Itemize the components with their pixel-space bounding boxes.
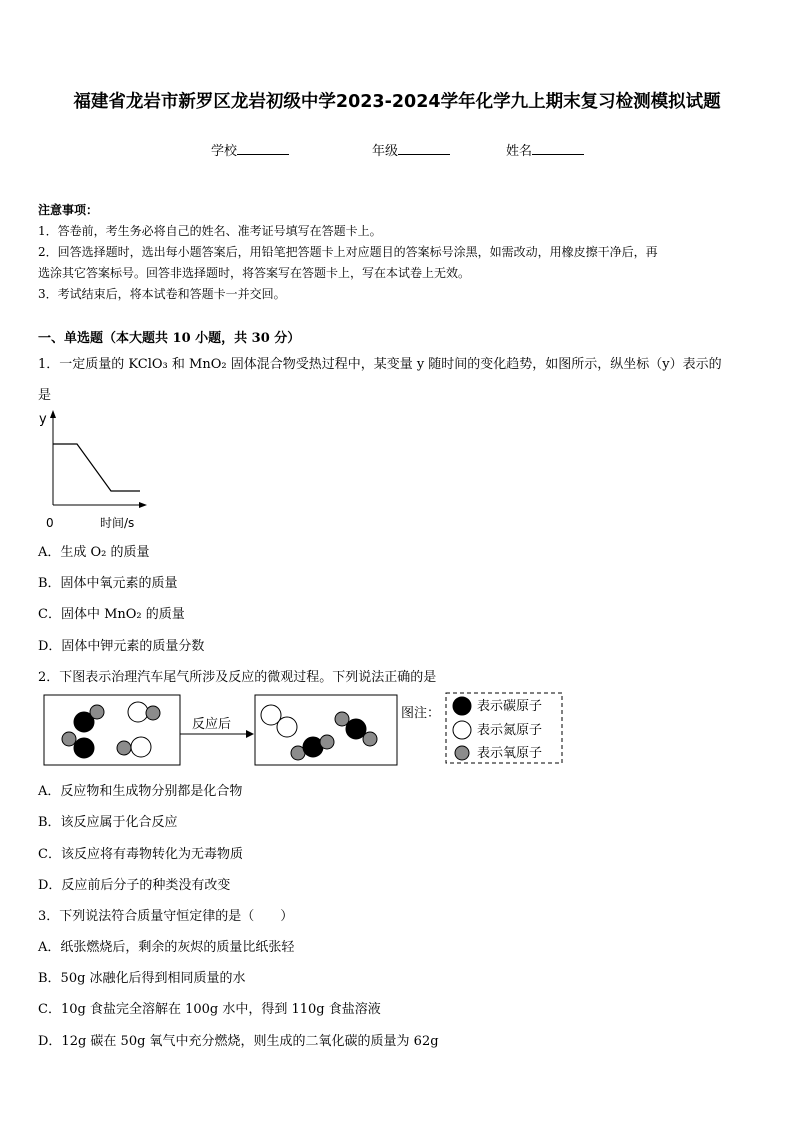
q3-option-c: C．10g 食盐完全溶解在 100g 水中，得到 110g 食盐溶液 — [38, 1002, 381, 1017]
reaction-arrowhead — [246, 730, 254, 738]
origin-label: 0 — [46, 516, 54, 530]
q3-option-d: D．12g 碳在 50g 氧气中充分燃烧，则生成的二氧化碳的质量为 62g — [38, 1034, 439, 1049]
q1-stem-line2: 是 — [38, 388, 52, 403]
nitrogen-atom — [131, 737, 151, 757]
school-field — [211, 140, 289, 159]
q1-option-c: C．固体中 MnO₂ 的质量 — [38, 607, 185, 622]
q2-stem: 2．下图表示治理汽车尾气所涉及反应的微观过程。下列说法正确的是 — [38, 670, 437, 685]
curve — [53, 444, 140, 491]
notice-block — [38, 200, 658, 305]
name-label: 姓名 — [506, 144, 533, 159]
notice-item: 选涂其它答案标号。回答非选择题时，将答案写在答题卡上，写在本试卷上无效。 — [38, 266, 471, 280]
x-axis-arrow — [139, 502, 147, 508]
legend-nitrogen: 表示氮原子 — [477, 723, 543, 738]
name-field — [506, 140, 584, 159]
grade-label: 年级 — [372, 144, 399, 159]
grade-blank — [398, 142, 450, 155]
legend-oxygen-icon — [455, 746, 469, 760]
page-title: 福建省龙岩市新罗区龙岩初级中学2023-2024学年化学九上期末复习检测模拟试题 — [73, 92, 721, 112]
legend-carbon: 表示碳原子 — [477, 699, 543, 714]
carbon-atom — [74, 738, 94, 758]
y-axis-label: y — [39, 412, 47, 427]
q1-option-b: B．固体中氧元素的质量 — [38, 576, 178, 591]
grade-field — [372, 140, 450, 159]
q3-option-b: B．50g 冰融化后得到相同质量的水 — [38, 971, 246, 986]
oxygen-atom — [90, 705, 104, 719]
legend-nitrogen-icon — [453, 721, 471, 739]
after-box — [255, 695, 397, 765]
q1-option-a: A．生成 O₂ 的质量 — [38, 545, 150, 560]
name-blank — [532, 142, 584, 155]
q2-option-a: A．反应物和生成物分别都是化合物 — [38, 784, 243, 799]
oxygen-atom — [117, 741, 131, 755]
oxygen-atom — [146, 706, 160, 720]
nitrogen-atom — [128, 702, 148, 722]
q2-option-d: D．反应前后分子的种类没有改变 — [38, 878, 231, 893]
school-blank — [237, 142, 289, 155]
oxygen-atom — [320, 735, 334, 749]
legend-title: 图注： — [401, 706, 441, 721]
q1-graph — [35, 405, 155, 535]
notice-item: 2．回答选择题时，选出每小题答案后，用铅笔把答题卡上对应题目的答案标号涂黑，如需改动，用橡皮擦干净后，再 — [38, 245, 658, 259]
before-box — [44, 695, 180, 765]
q3-stem: 3．下列说法符合质量守恒定律的是（ ） — [38, 909, 294, 924]
x-axis-label: 时间/s — [100, 516, 135, 530]
oxygen-atom — [62, 732, 76, 746]
q3-option-a: A．纸张燃烧后，剩余的灰烬的质量比纸张轻 — [38, 940, 295, 955]
notice-item: 1．答卷前，考生务必将自己的姓名、准考证号填写在答题卡上。 — [38, 224, 382, 238]
notice-item: 3．考试结束后，将本试卷和答题卡一并交回。 — [38, 287, 286, 301]
notice-heading: 注意事项： — [38, 203, 99, 217]
q2-option-b: B．该反应属于化合反应 — [38, 815, 178, 830]
carbon-atom — [346, 719, 366, 739]
q2-diagram — [40, 690, 570, 770]
school-label: 学校 — [211, 144, 238, 159]
arrow-label: 反应后 — [192, 717, 232, 732]
legend-carbon-icon — [453, 697, 471, 715]
q1-stem-line1: 1．一定质量的 KClO₃ 和 MnO₂ 固体混合物受热过程中，某变量 y 随时间的变化趋势，如图所示，纵坐标（y）表示的 — [38, 357, 722, 372]
q2-option-c: C．该反应将有毒物转化为无毒物质 — [38, 847, 243, 862]
y-axis-arrow — [50, 410, 56, 418]
section-heading: 一、单选题（本大题共 10 小题，共 30 分） — [38, 331, 301, 346]
q1-option-d: D．固体中钾元素的质量分数 — [38, 639, 205, 654]
nitrogen-atom — [277, 717, 297, 737]
legend-oxygen: 表示氧原子 — [477, 746, 543, 761]
oxygen-atom — [363, 732, 377, 746]
